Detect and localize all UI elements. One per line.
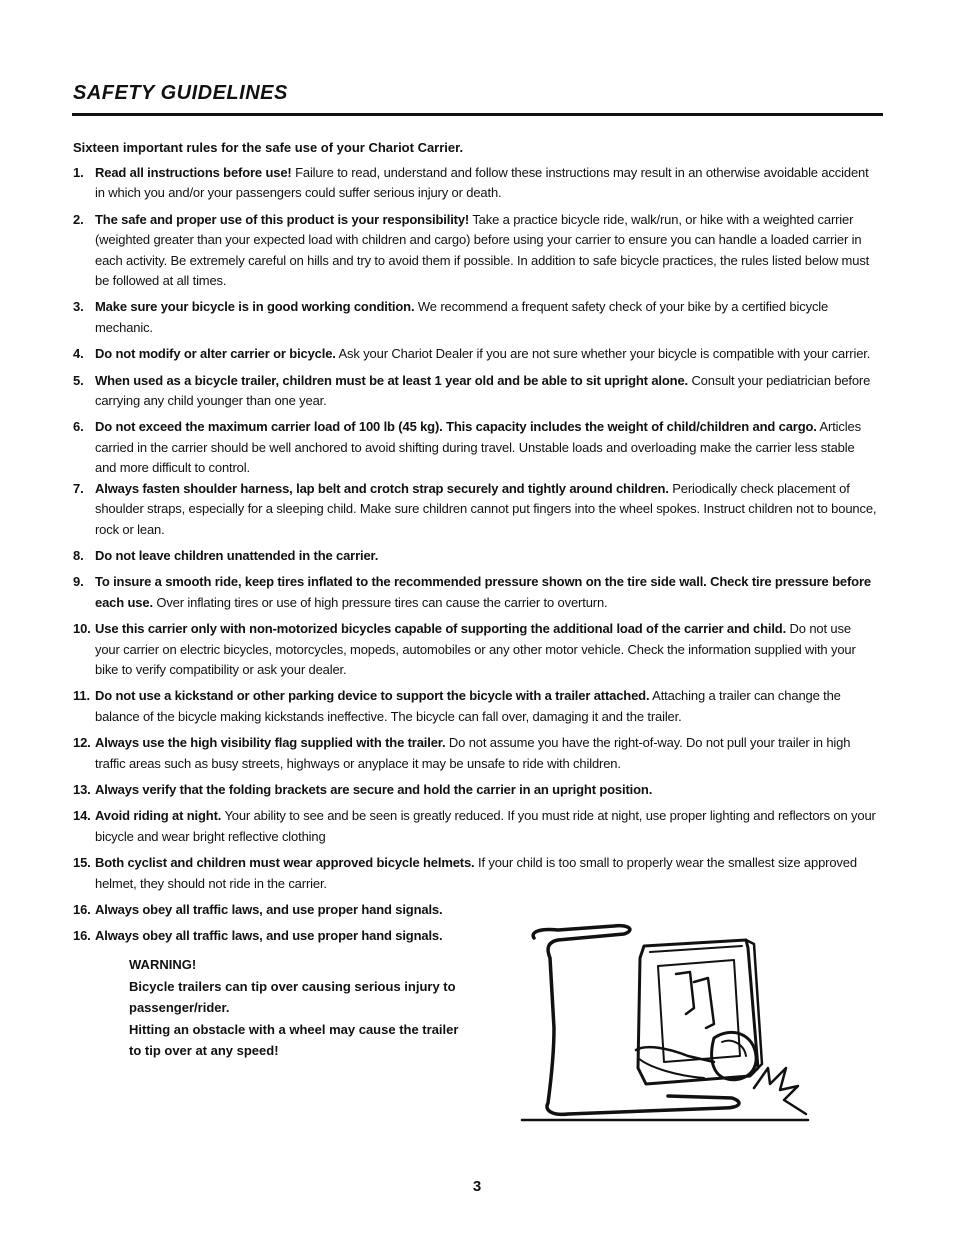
rule-number: 12. — [73, 735, 91, 751]
rule-text: Do not assume you have the right-of-way. Do not pull your trailer in high traffic areas such as busy streets, highways or anyplace it may be unsafe to ride with children. — [95, 735, 851, 771]
page-number: 3 — [472, 1178, 482, 1195]
page-title: SAFETY GUIDELINES — [73, 82, 288, 104]
rule-text: Consult your pediatrician before carrying any child younger than one year. — [95, 372, 871, 409]
safety-rules-list — [73, 163, 879, 953]
rule-number: 2. — [73, 211, 84, 227]
rule-number: 4. — [73, 346, 84, 362]
rule-text: Ask your Chariot Dealer if you are not sure whether your bicycle is compatible with your carrier. — [335, 346, 871, 362]
rule-lead: Make sure your bicycle is in good working condition. — [95, 299, 415, 315]
rule-number: 7. — [73, 480, 84, 496]
tipped-trailer-illustration — [518, 918, 814, 1126]
rule-lead: Always obey all traffic laws, and use proper hand signals. — [95, 928, 443, 944]
rule-text: Periodically check placement of shoulder straps, especially for a sleeping child. Make sure children cannot put fingers into the wheel spokes. Instruct children not to bounce, rock or lean. — [95, 480, 877, 537]
rule-item — [73, 686, 879, 727]
rule-number: 15. — [73, 855, 91, 871]
rule-text: Attaching a trailer can change the balance of the bicycle making kickstands ineffective. The bicycle can fall over, damaging it and the trailer. — [95, 688, 841, 724]
rule-number: 6. — [73, 419, 84, 435]
warning-heading: WARNING! — [129, 957, 197, 972]
rule-item — [73, 210, 879, 292]
rule-item — [73, 297, 879, 338]
rule-number: 3. — [73, 299, 84, 315]
rule-number: 16. — [73, 902, 91, 917]
rule-item — [73, 806, 879, 847]
warning-box — [129, 954, 469, 1062]
rule-number: 14. — [73, 808, 91, 824]
rule-number: 1. — [73, 165, 84, 180]
rule-number: 10. — [73, 621, 91, 637]
rule-lead: Read all instructions before use! — [95, 165, 292, 180]
rule-item — [73, 163, 879, 204]
rule-lead: To insure a smooth ride, keep tires inflated to the recommended pressure shown on the tire side wall. Check tire pressure before each use. — [95, 574, 871, 610]
rule-text: Take a practice bicycle ride, walk/run, or hike with a weighted carrier (weighted greater than your expected load with children and cargo) before using your carrier to ensure you can handle a loaded carrier in each activity. Be extremely careful on hills and try to avoid them if possible. In addition to safe bicycle practices, the rules listed below must be followed at all times. — [95, 211, 870, 289]
rule-number: 16. — [73, 928, 91, 944]
rule-lead: The safe and proper use of this product is your responsibility! — [95, 211, 470, 227]
rule-lead: Avoid riding at night. — [95, 808, 222, 824]
warning-line-2: Hitting an obstacle with a wheel may cause the trailer to tip over at any speed! — [129, 1021, 459, 1058]
rule-item — [73, 853, 879, 894]
rule-text: Over inflating tires or use of high pressure tires can cause the carrier to overturn. — [152, 594, 608, 610]
rule-item — [73, 479, 879, 540]
rule-lead: Always verify that the folding brackets are secure and hold the carrier in an upright position. — [95, 781, 653, 797]
rule-item — [73, 371, 879, 412]
rule-number: 13. — [73, 781, 91, 797]
rule-lead: Always use the high visibility flag supplied with the trailer. — [95, 735, 446, 751]
rule-lead: Do not exceed the maximum carrier load of 100 lb (45 kg). This capacity includes the weight of child/children and cargo. — [95, 419, 817, 435]
rule-lead: Both cyclist and children must wear approved bicycle helmets. — [95, 855, 475, 871]
rule-item — [73, 344, 879, 364]
rule-lead: Do not leave children unattended in the carrier. — [95, 547, 379, 563]
rule-lead: When used as a bicycle trailer, children must be at least 1 year old and be able to sit upright alone. — [95, 372, 688, 388]
rule-item — [73, 417, 879, 478]
rule-number: 11. — [73, 688, 90, 704]
rule-item — [73, 619, 879, 680]
rule-number: 8. — [73, 547, 84, 563]
intro-text: Sixteen important rules for the safe use of your Chariot Carrier. — [73, 140, 464, 155]
rule-item — [73, 780, 879, 800]
rule-number: 5. — [73, 372, 84, 388]
title-divider — [72, 113, 883, 116]
rule-text: Do not use your carrier on electric bicycles, motorcycles, mopeds, automobiles or any other motor vehicle. Check the information supplied with your bike to verify compatibility or ask your dealer. — [95, 621, 856, 677]
rule-lead: Do not use a kickstand or other parking device to support the bicycle with a trailer attached. — [95, 688, 650, 704]
rule-item — [73, 926, 515, 946]
rule-lead: Always fasten shoulder harness, lap belt and crotch strap securely and tightly around children. — [95, 480, 669, 496]
rule-lead: Do not modify or alter carrier or bicycle. — [95, 346, 336, 362]
rule-text: Your ability to see and be seen is greatly reduced. If you must ride at night, use proper lighting and reflectors on your bicycle and wear bright reflective clothing — [95, 808, 876, 844]
rule-item — [73, 546, 879, 566]
rule-item — [73, 733, 879, 774]
rule-lead: Use this carrier only with non-motorized bicycles capable of supporting the additional load of the carrier and child. — [95, 621, 787, 637]
rule-number: 9. — [73, 574, 84, 590]
warning-line-1: Bicycle trailers can tip over causing serious injury to passenger/rider. — [129, 978, 456, 1015]
rule-lead: Always obey all traffic laws, and use proper hand signals. — [95, 902, 443, 917]
rule-text: Failure to read, understand and follow these instructions may result in an otherwise avoidable accident in which you and/or your passengers could suffer serious injury or death. — [95, 165, 869, 201]
rule-item — [73, 572, 879, 613]
rule-text: Articles carried in the carrier should be well anchored to avoid shifting during travel. Unstable loads and overloading make the carrier less stable and more difficult to control. — [95, 419, 861, 476]
rule-text: We recommend a frequent safety check of your bike by a certified bicycle mechanic. — [95, 299, 829, 335]
rule-text: If your child is too small to properly wear the smallest size approved helmet, they should not ride in the carrier. — [95, 855, 857, 891]
